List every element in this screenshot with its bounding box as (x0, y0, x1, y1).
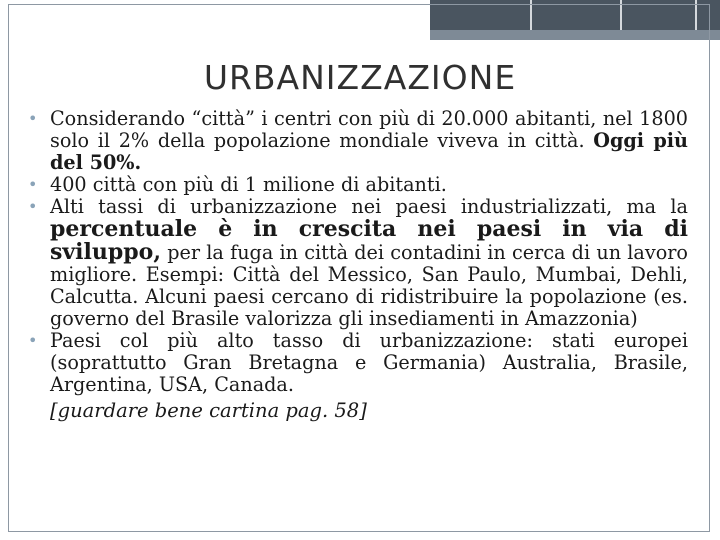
bullet-icon: • (28, 331, 38, 350)
bullet-text: per la fuga in città dei contadini in cerca di un lavoro migliore. Esempi: Città del Messico, San Paulo, Mumbai, Dehli, Calcutta. Alcuni paesi cercano di ridistribuire la popolazione (es. governo del Brasile valorizza gli insediamenti in Amazzonia) (50, 241, 688, 330)
bullet-item (28, 174, 688, 196)
bullet-text-bold: Oggi più del 50%. (50, 129, 688, 174)
bullet-icon: • (28, 175, 38, 194)
slide-title: URBANIZZAZIONE (203, 58, 517, 97)
bullet-item (28, 108, 688, 174)
bullet-icon: • (28, 197, 38, 216)
bullet-text-emphasis: percentuale è in crescita nei paesi in via di sviluppo, (50, 216, 688, 265)
slide-content (28, 108, 688, 422)
bullet-item (28, 196, 688, 330)
map-reference-note: [guardare bene cartina pag. 58] (50, 399, 367, 422)
bullet-item (28, 330, 688, 396)
bullet-text: Paesi col più alto tasso di urbanizzazione: stati europei (soprattutto Gran Bretagna e Germania) Australia, Brasile, Argentina, USA, Canada. (50, 329, 688, 396)
bullet-text: Alti tassi di urbanizzazione nei paesi industrializzati, ma la (50, 195, 688, 218)
bullet-text: 400 città con più di 1 milione di abitanti. (50, 173, 447, 196)
bullet-icon: • (28, 109, 38, 128)
bullet-text: Considerando “città” i centri con più di 20.000 abitanti, nel 1800 solo il 2% della popolazione mondiale viveva in città. (50, 107, 688, 152)
